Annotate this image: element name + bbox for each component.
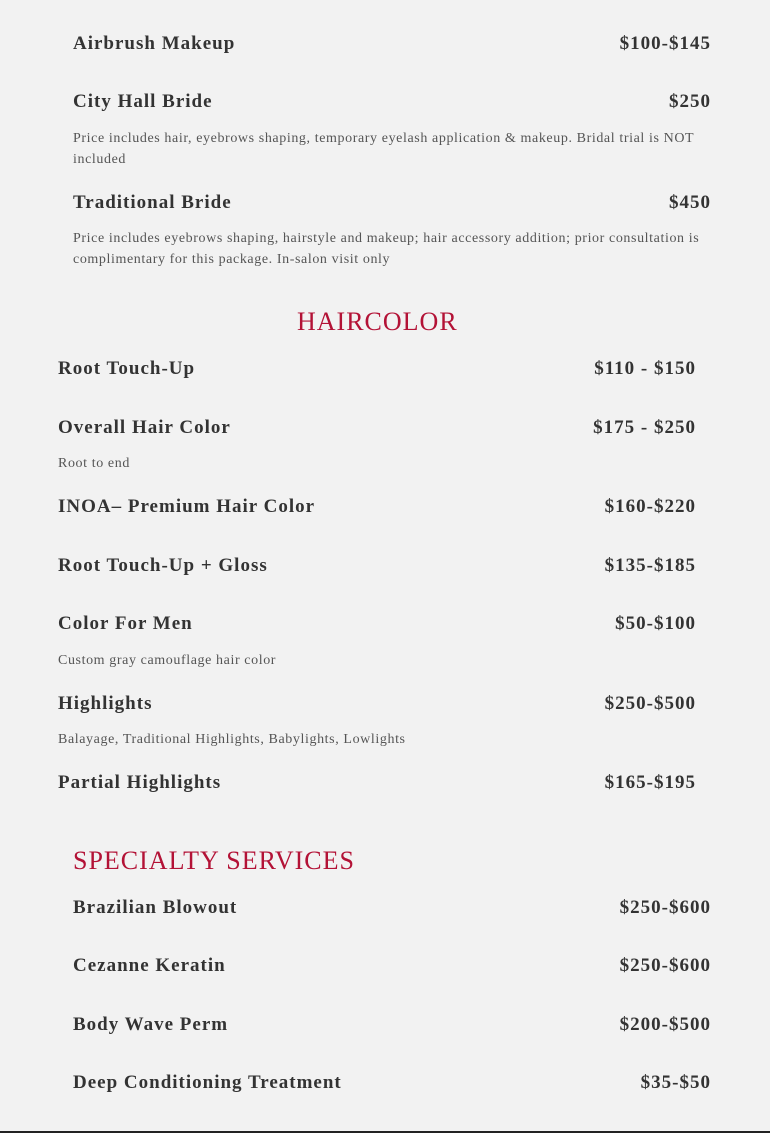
service-price: $35-$50	[640, 1072, 711, 1093]
service-description: Balayage, Traditional Highlights, Babylights, Lowlights	[58, 732, 406, 747]
service-description: Price includes hair, eyebrows shaping, temporary eyelash application & makeup. Bridal trial is NOT included	[73, 131, 694, 167]
service-item	[58, 357, 696, 381]
service-price: $165-$195	[604, 772, 696, 793]
service-description: Price includes eyebrows shaping, hairstyle and makeup; hair accessory addition; prior consultation is complimentary for this package. In-salon visit only	[73, 231, 700, 267]
service-price: $160-$220	[604, 496, 696, 517]
service-name: City Hall Bride	[73, 91, 213, 112]
service-price: $135-$185	[604, 555, 696, 576]
service-item	[58, 692, 696, 716]
service-name: Highlights	[58, 693, 153, 714]
section-title: HAIRCOLOR	[297, 307, 458, 336]
service-name: INOA– Premium Hair Color	[58, 496, 316, 517]
service-name: Body Wave Perm	[73, 1014, 229, 1035]
service-item	[58, 771, 696, 795]
service-item	[73, 191, 711, 215]
service-price: $250-$600	[619, 955, 711, 976]
service-name: Deep Conditioning Treatment	[73, 1072, 342, 1093]
service-name: Overall Hair Color	[58, 417, 231, 438]
service-name: Airbrush Makeup	[73, 33, 236, 54]
service-name: Root Touch-Up + Gloss	[58, 555, 268, 576]
service-item	[58, 416, 696, 440]
service-price: $450	[669, 192, 711, 213]
service-item	[58, 554, 696, 578]
service-item	[73, 32, 711, 56]
service-name: Traditional Bride	[73, 192, 232, 213]
section-title: SPECIALTY SERVICES	[73, 846, 355, 875]
service-name: Root Touch-Up	[58, 358, 196, 379]
service-price: $50-$100	[615, 613, 696, 634]
service-name: Color For Men	[58, 613, 193, 634]
service-description: Custom gray camouflage hair color	[58, 653, 277, 668]
service-price: $250-$600	[619, 897, 711, 918]
service-item	[73, 954, 711, 978]
service-price: $200-$500	[619, 1014, 711, 1035]
service-price: $100-$145	[619, 33, 711, 54]
service-item	[73, 1071, 711, 1095]
service-item	[73, 90, 711, 114]
service-description: Root to end	[58, 456, 130, 471]
service-name: Cezanne Keratin	[73, 955, 226, 976]
service-price: $250	[669, 91, 711, 112]
service-item	[58, 612, 696, 636]
service-price: $250-$500	[604, 693, 696, 714]
service-item	[73, 1013, 711, 1037]
service-item	[73, 896, 711, 920]
service-name: Brazilian Blowout	[73, 897, 238, 918]
service-price: $175 - $250	[593, 417, 696, 438]
service-price: $110 - $150	[594, 358, 696, 379]
service-item	[58, 495, 696, 519]
service-name: Partial Highlights	[58, 772, 222, 793]
